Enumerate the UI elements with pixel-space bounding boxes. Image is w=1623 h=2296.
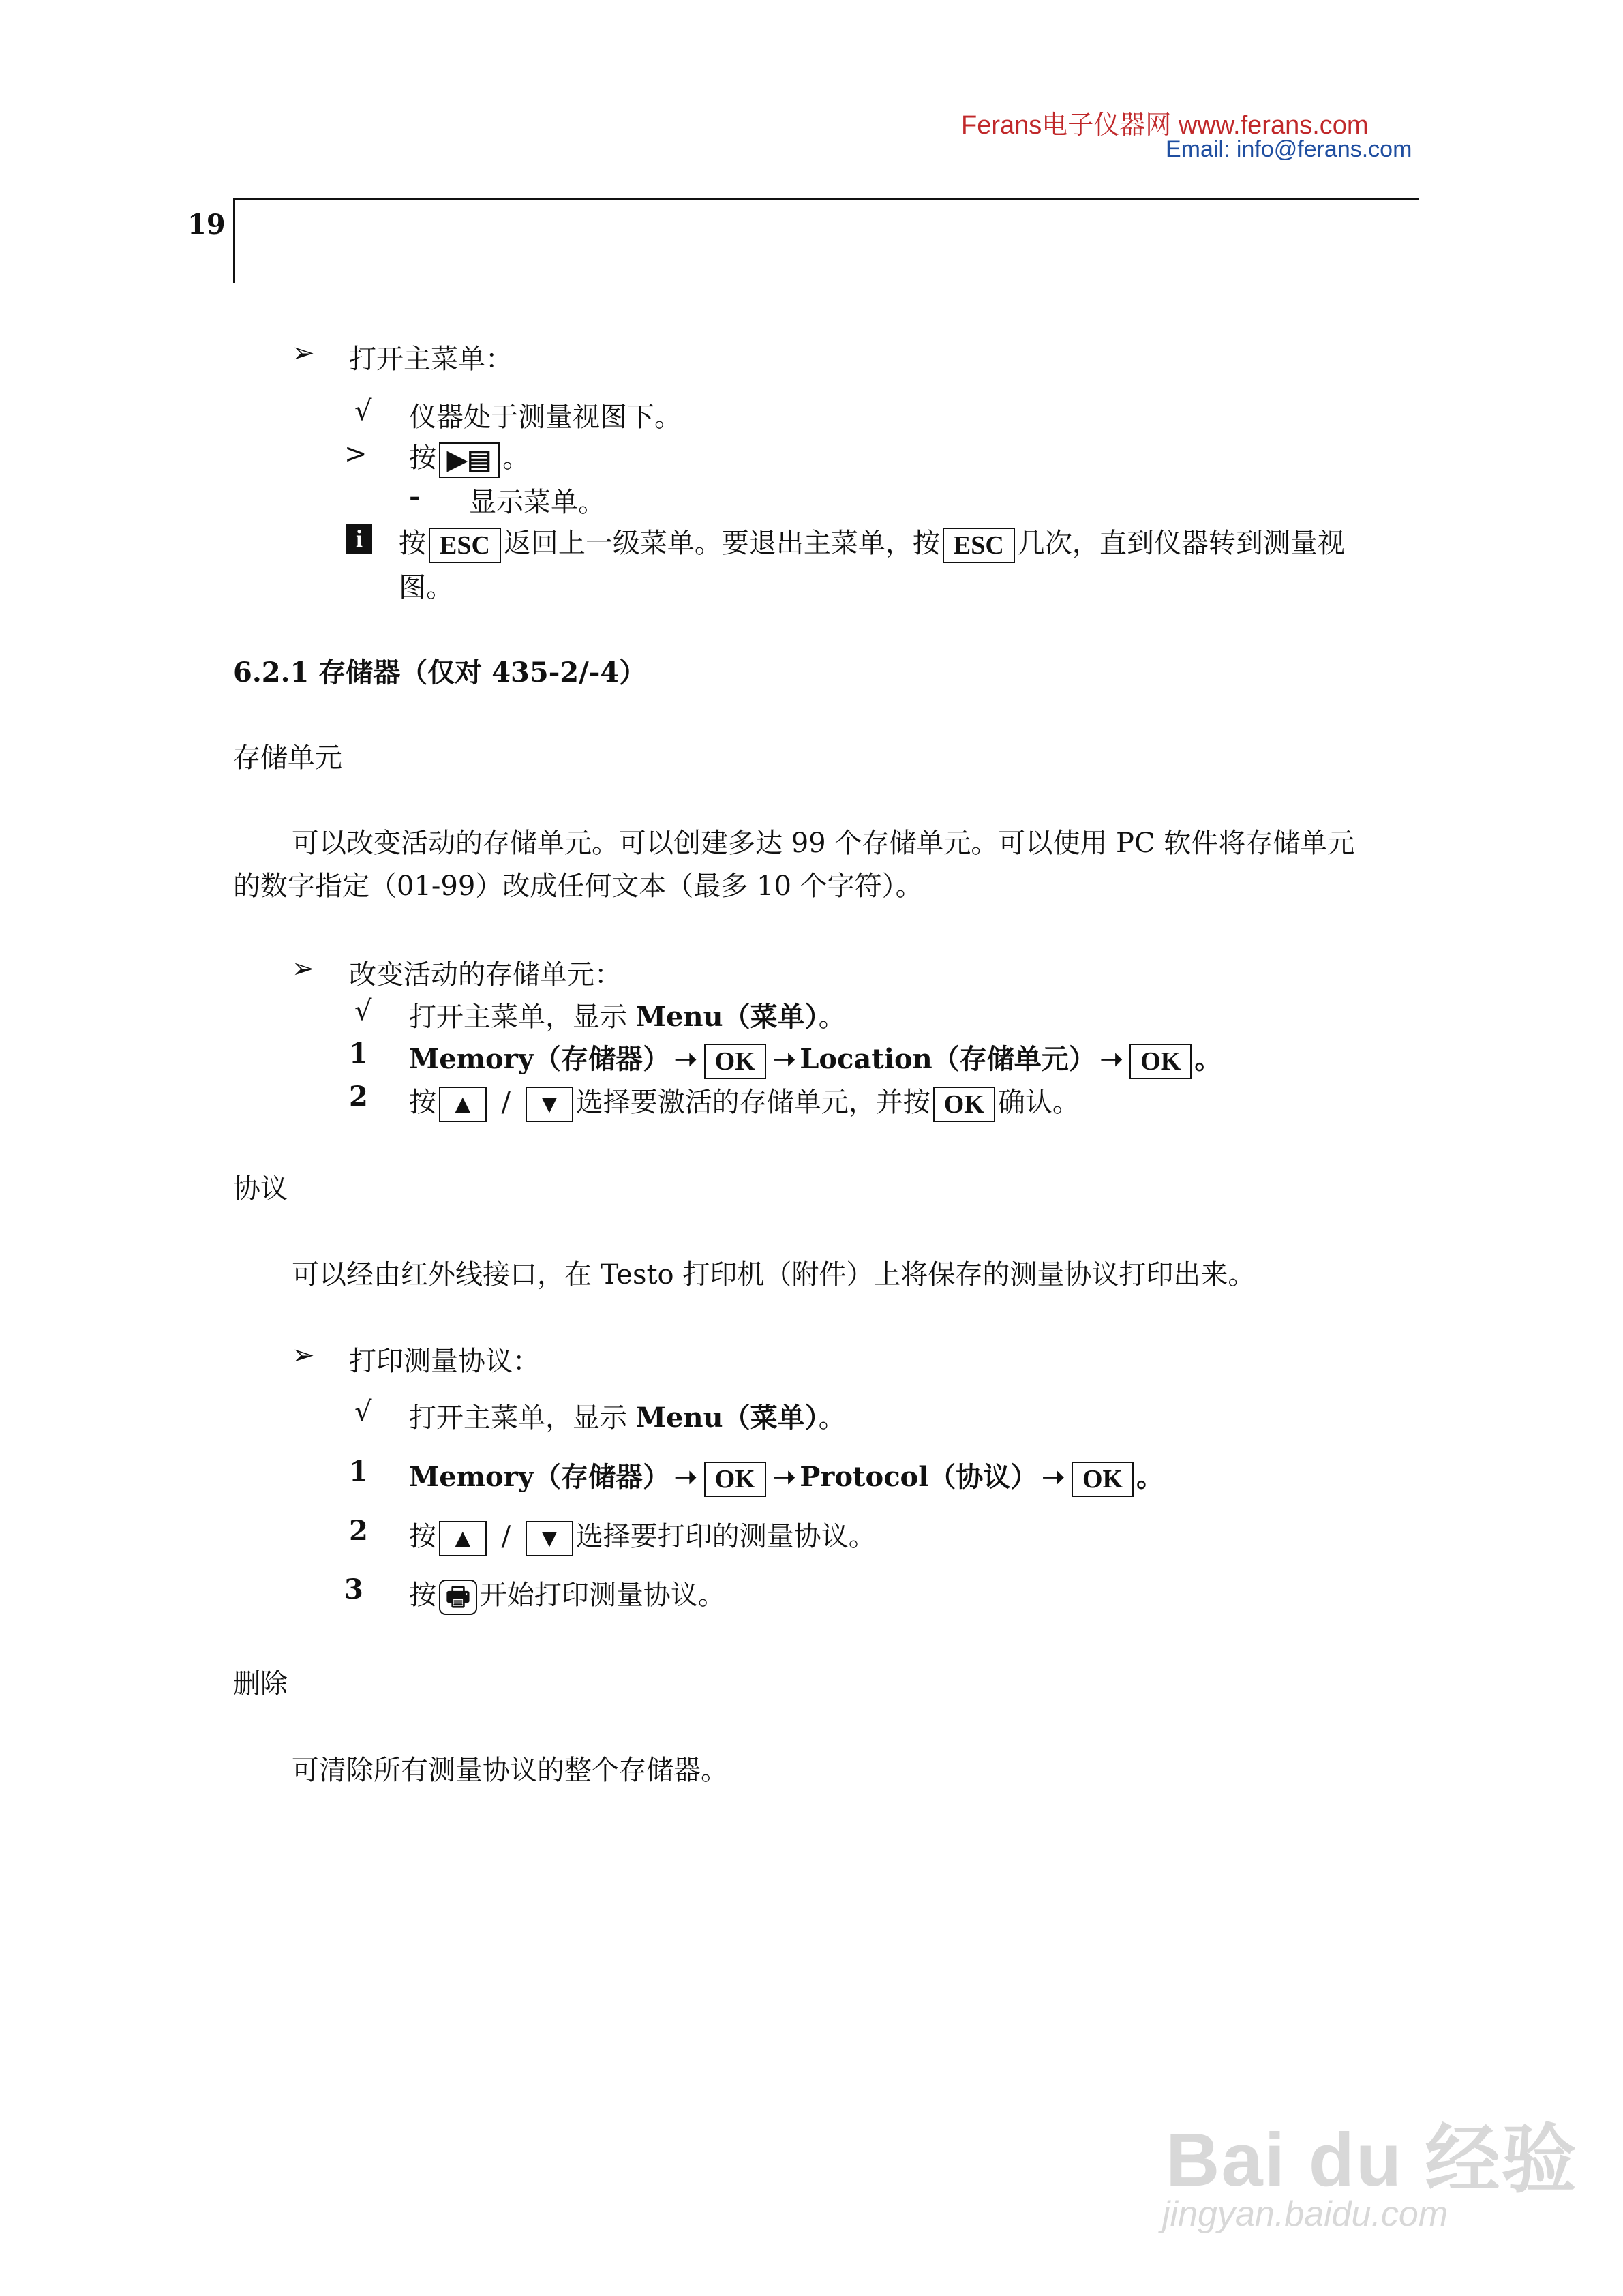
check-a: 打开主菜单，显示 xyxy=(409,1402,636,1434)
step-number: 1 xyxy=(349,1455,368,1487)
press-label: 按 xyxy=(409,1087,436,1118)
action-marker: > xyxy=(344,438,367,470)
protocol-heading: 协议 xyxy=(233,1173,288,1205)
arrow-icon: ➝ xyxy=(1099,1043,1123,1075)
step-number: 2 xyxy=(349,1081,368,1113)
delete-heading: 删除 xyxy=(233,1668,288,1700)
task-print-protocol: 打印测量协议： xyxy=(349,1346,540,1377)
check-text: 仪器处于测量视图下。 xyxy=(409,402,682,433)
watermark-url: jingyan.baidu.com xyxy=(1162,2194,1448,2234)
site-header: Ferans电子仪器网 www.ferans.com xyxy=(961,111,1369,140)
arrow-icon: ➝ xyxy=(674,1043,697,1075)
ok-button[interactable]: OK xyxy=(1072,1462,1134,1497)
note-line xyxy=(399,522,1345,563)
step-number: 1 xyxy=(349,1038,368,1070)
check-open-menu-2 xyxy=(409,1396,846,1435)
arrow-icon: ➝ xyxy=(772,1461,796,1493)
slash: / xyxy=(501,1087,511,1118)
action-line xyxy=(409,436,530,478)
page-number: 19 xyxy=(187,209,226,241)
task-bullet: ➢ xyxy=(292,337,315,369)
step-text: 选择要打印的测量协议。 xyxy=(575,1521,876,1552)
step-text-end: 确认。 xyxy=(997,1087,1080,1118)
memory-term: Memory（存储器） xyxy=(409,1461,671,1493)
slash: / xyxy=(501,1521,511,1552)
check-mark-2: √ xyxy=(354,995,372,1027)
check-mark: √ xyxy=(354,395,372,427)
ok-button[interactable]: OK xyxy=(933,1087,995,1122)
menu-key-button[interactable] xyxy=(439,442,500,478)
location-term: Location（存储单元） xyxy=(800,1043,1096,1075)
protocol-step-3 xyxy=(409,1573,725,1615)
location-para-2: 的数字指定（01-99）改成任何文本（最多 10 个字符）。 xyxy=(233,871,923,902)
check-mark-3: √ xyxy=(354,1396,372,1428)
press-end: 。 xyxy=(502,442,530,474)
delete-para: 可清除所有测量协议的整个存储器。 xyxy=(292,1755,728,1786)
step-end: 。 xyxy=(1194,1043,1222,1075)
email-header: Email: info@ferans.com xyxy=(1166,136,1412,162)
location-step-2 xyxy=(409,1081,1080,1122)
task-bullet-3: ➢ xyxy=(292,1340,315,1371)
print-button[interactable] xyxy=(439,1580,477,1615)
ok-button[interactable]: OK xyxy=(704,1044,766,1079)
esc-key[interactable]: ESC xyxy=(429,528,501,563)
step-end: 。 xyxy=(1136,1461,1164,1493)
location-para-1: 可以改变活动的存储单元。可以创建多达 99 个存储单元。可以使用 PC 软件将存储单元 xyxy=(292,828,1355,859)
protocol-step-2 xyxy=(409,1515,876,1556)
margin-rule xyxy=(233,198,235,283)
section-heading: 6.2.1 存储器（仅对 435-2/-4） xyxy=(233,656,647,689)
esc-key-2[interactable]: ESC xyxy=(943,528,1015,563)
step-text: 开始打印测量协议。 xyxy=(479,1580,725,1611)
press-label: 按 xyxy=(409,442,436,474)
note-line-2: 图。 xyxy=(399,572,453,603)
protocol-step-1 xyxy=(409,1455,1164,1497)
arrow-icon: ➝ xyxy=(772,1043,796,1075)
watermark-logo: Bai du 经验 xyxy=(1166,2118,1578,2202)
step-number: 3 xyxy=(344,1573,363,1605)
header-rule xyxy=(233,198,1419,200)
protocol-para: 可以经由红外线接口，在 Testo 打印机（附件）上将保存的测量协议打印出来。 xyxy=(292,1259,1256,1290)
printer-icon: 🖶 xyxy=(446,1583,470,1612)
step-text: 选择要激活的存储单元，并按 xyxy=(575,1087,930,1118)
task-change-location: 改变活动的存储单元： xyxy=(349,959,622,991)
down-button[interactable]: ▼ xyxy=(526,1087,573,1122)
arrow-icon: ➝ xyxy=(1042,1461,1065,1493)
ok-button[interactable]: OK xyxy=(1129,1044,1192,1079)
result-dash: - xyxy=(409,481,421,513)
location-heading: 存储单元 xyxy=(233,742,342,774)
check-a: 打开主菜单，显示 xyxy=(409,1001,636,1033)
protocol-term: Protocol（协议） xyxy=(800,1461,1038,1493)
ok-button[interactable]: OK xyxy=(704,1462,766,1497)
check-open-menu xyxy=(409,995,846,1034)
up-button[interactable]: ▲ xyxy=(439,1087,487,1122)
menu-key-icon: ▶▤ xyxy=(447,446,492,474)
up-button[interactable]: ▲ xyxy=(439,1521,487,1556)
press-label: 按 xyxy=(409,1521,436,1552)
note-text-b: 返回上一级菜单。要退出主菜单，按 xyxy=(503,528,940,559)
memory-term: Memory（存储器） xyxy=(409,1043,671,1075)
check-c: 。 xyxy=(818,1402,846,1434)
result-text: 显示菜单。 xyxy=(469,487,605,518)
location-step-1 xyxy=(409,1038,1222,1079)
down-button[interactable]: ▼ xyxy=(526,1521,573,1556)
arrow-icon: ➝ xyxy=(674,1461,697,1493)
task-open-menu: 打开主菜单： xyxy=(349,344,513,375)
press-label: 按 xyxy=(409,1580,436,1611)
note-text-c: 几次，直到仪器转到测量视 xyxy=(1017,528,1345,559)
note-text-a: 按 xyxy=(399,528,426,559)
menu-term: Menu（菜单） xyxy=(635,1001,819,1033)
step-number: 2 xyxy=(349,1515,368,1547)
task-bullet-2: ➢ xyxy=(292,953,315,984)
check-c: 。 xyxy=(818,1001,846,1033)
info-icon: i xyxy=(346,524,372,554)
menu-term: Menu（菜单） xyxy=(635,1402,819,1434)
